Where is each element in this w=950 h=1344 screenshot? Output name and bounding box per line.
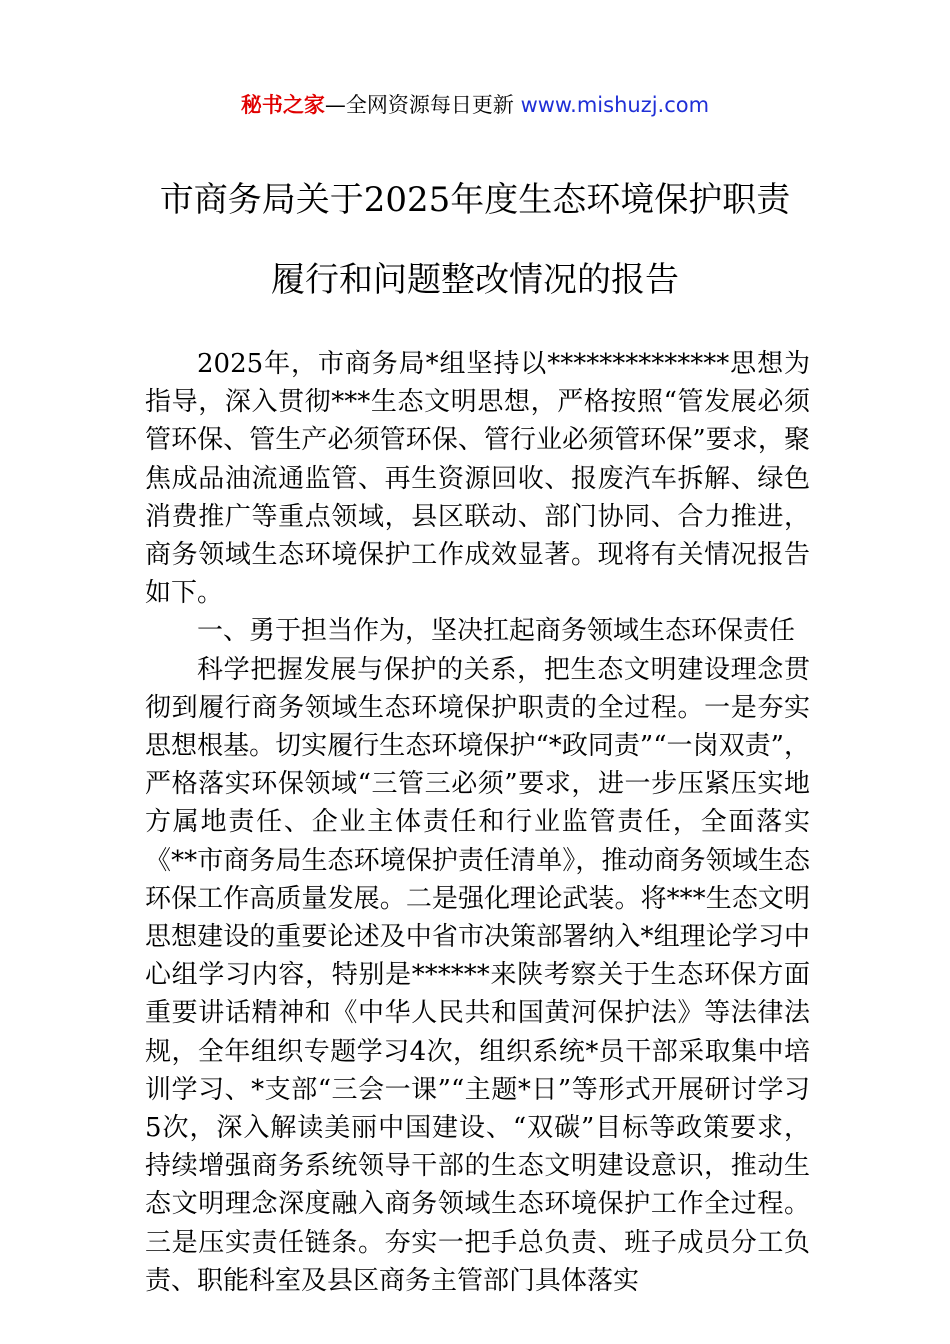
site-header [0,88,950,122]
site-url-link[interactable]: www.mishuzj.com [520,93,710,117]
document-body [145,345,810,1300]
site-brand: 秘书之家 [240,93,325,117]
site-tagline: —全网资源每日更新 [324,93,514,117]
intro-paragraph: 2025年，市商务局*组坚持以**************思想为指导，深入贯彻***生态文明思想，严格按照“管发展必须管环保、管生产必须管环保、管行业必须管环保”要求，聚焦成品油流通监管、再生资源回收、报废汽车拆解、绿色消费推广等重点领域，县区联动、部门协同、合力推进，商务领域生态环境保护工作成效显著。现将有关情况报告如下。 [145,349,810,609]
section-heading-1: 一、勇于担当作为，坚决扛起商务领域生态环保责任 [197,616,796,647]
document-title [60,160,890,320]
title-line-2: 履行和问题整改情况的报告 [271,260,679,300]
body-paragraph: 科学把握发展与保护的关系，把生态文明建设理念贯彻到履行商务领域生态环境保护职责的全过程。一是夯实思想根基。切实履行生态环境保护“*政同责”“一岗双责”，严格落实环保领域“三管三必须”要求，进一步压紧压实地方属地责任、企业主体责任和行业监管责任，全面落实《**市商务局生态环境保护责任清单》，推动商务领域生态环保工作高质量发展。二是强化理论武装。将***生态文明思想建设的重要论述及中省市决策部署纳入*组理论学习中心组学习内容，特别是******来陕考察关于生态环保方面重要讲话精神和《中华人民共和国黄河保护法》等法律法规，全年组织专题学习4次，组织系统*员干部采取集中培训学习、*支部“三会一课”“主题*日”等形式开展研讨学习5次，深入解读美丽中国建设、“双碳”目标等政策要求，持续增强商务系统领导干部的生态文明建设意识，推动生态文明理念深度融入商务领域生态环境保护工作全过程。三是压实责任链条。夯实一把手总负责、班子成员分工负责、职能科室及县区商务主管部门具体落实 [145,654,810,1296]
title-line-1: 市商务局关于2025年度生态环境保护职责 [159,180,791,220]
